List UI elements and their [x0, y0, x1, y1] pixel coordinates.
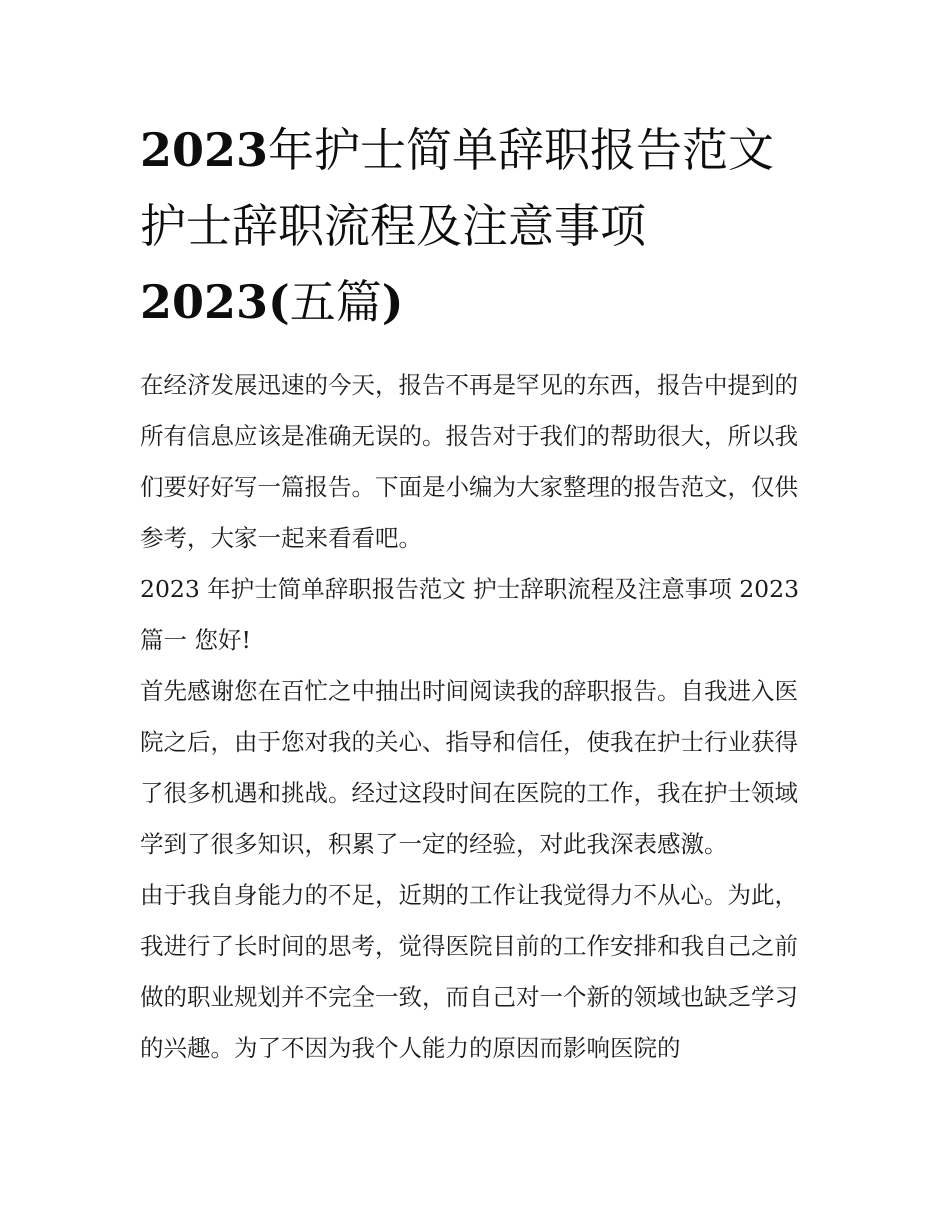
- title-text-2: 护士辞职流程及注意事项: [140, 199, 646, 253]
- title-year: 2023: [140, 123, 269, 177]
- title-line-3: [140, 264, 812, 340]
- paragraph-thanks: 首先感谢您在百忙之中抽出时间阅读我的辞职报告。自我进入医院之后，由于您对我的关心、指导和信任，使我在护士行业获得了很多机遇和挑战。经过这段时间在医院的工作，我在护士领域学到了很多知识，积累了一定的经验，对此我深表感激。: [140, 677, 798, 858]
- title-year-2: 2023(: [140, 275, 290, 329]
- paragraph-intro: 在经济发展迅速的今天，报告不再是罕见的东西，报告中提到的所有信息应该是准确无误的。报告对于我们的帮助很大，所以我们要好好写一篇报告。下面是小编为大家整理的报告范文，仅供参考，大家一起来看看吧。: [140, 371, 798, 552]
- title-text-3: 五篇: [289, 275, 382, 329]
- title-paren-close: ): [381, 275, 404, 329]
- paragraph-reason: 由于我自身能力的不足，近期的工作让我觉得力不从心。为此，我进行了长时间的思考，觉得医院目前的工作安排和我自己之前做的职业规划并不完全一致，而自己对一个新的领域也缺乏学习的兴趣。为了不因为我个人能力的原因而影响医院的: [140, 881, 798, 1062]
- title-line-1: [140, 112, 812, 188]
- document-title: [140, 112, 812, 340]
- paragraph-heading: 2023 年护士简单辞职报告范文 护士辞职流程及注意事项 2023 篇一 您好!: [140, 575, 800, 654]
- title-line-2: [140, 188, 812, 264]
- title-text-1: 年护士简单辞职报告范文: [268, 123, 775, 177]
- document-body: [140, 112, 812, 1074]
